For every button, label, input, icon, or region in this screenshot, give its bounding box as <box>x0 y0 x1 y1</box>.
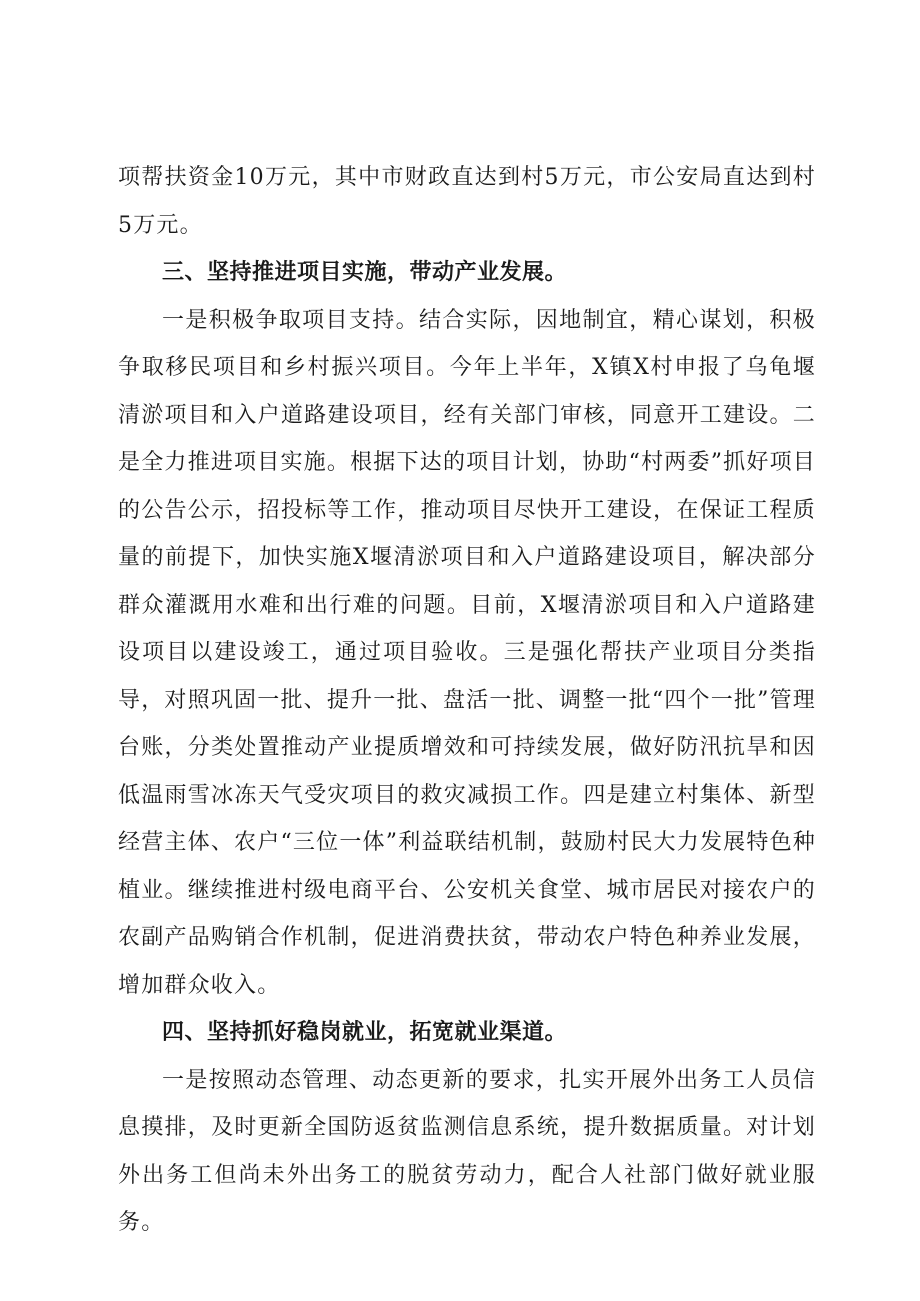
paragraph-project-implementation: 一是积极争取项目支持。结合实际，因地制宜，精心谋划，积极争取移民项目和乡村振兴项目。今年上半年，X镇X村申报了乌龟堰清淤项目和入户道路建设项目，经有关部门审核，同意开工建设。二是全力推进项目实施。根据下达的项目计划，协助“村两委”抓好项目的公告公示，招投标等工作，推动项目尽快开工建设，在保证工程质量的前提下，加快实施X堰清淤项目和入户道路建设项目，解决部分群众灌溉用水难和出行难的问题。目前，X堰清淤项目和入户道路建设项目以建设竣工，通过项目验收。三是强化帮扶产业项目分类指导，对照巩固一批、提升一批、盘活一批、调整一批“四个一批”管理台账，分类处置推动产业提质增效和可持续发展，做好防汛抗旱和因低温雨雪冰冻天气受灾项目的救灾减损工作。四是建立村集体、新型经营主体、农户“三位一体”利益联结机制，鼓励村民大力发展特色种植业。继续推进村级电商平台、公安机关食堂、城市居民对接农户的农副产品购销合作机制，促进消费扶贫，带动农户特色种养业发展，增加群众收入。 <box>118 307 816 998</box>
paragraph-funding-continuation: 项帮扶资金10万元，其中市财政直达到村5万元，市公安局直达到村5万元。 <box>118 165 816 238</box>
heading-section-three: 三、坚持推进项目实施，带动产业发展。 <box>162 260 568 285</box>
paragraph-employment: 一是按照动态管理、动态更新的要求，扎实开展外出务工人员信息摸排，及时更新全国防返贫监测信息系统，提升数据质量。对计划外出务工但尚未外出务工的脱贫劳动力，配合人社部门做好就业服务。 <box>118 1067 816 1235</box>
document-body <box>118 154 816 1247</box>
heading-section-four: 四、坚持抓好稳岗就业，拓宽就业渠道。 <box>162 1020 568 1045</box>
